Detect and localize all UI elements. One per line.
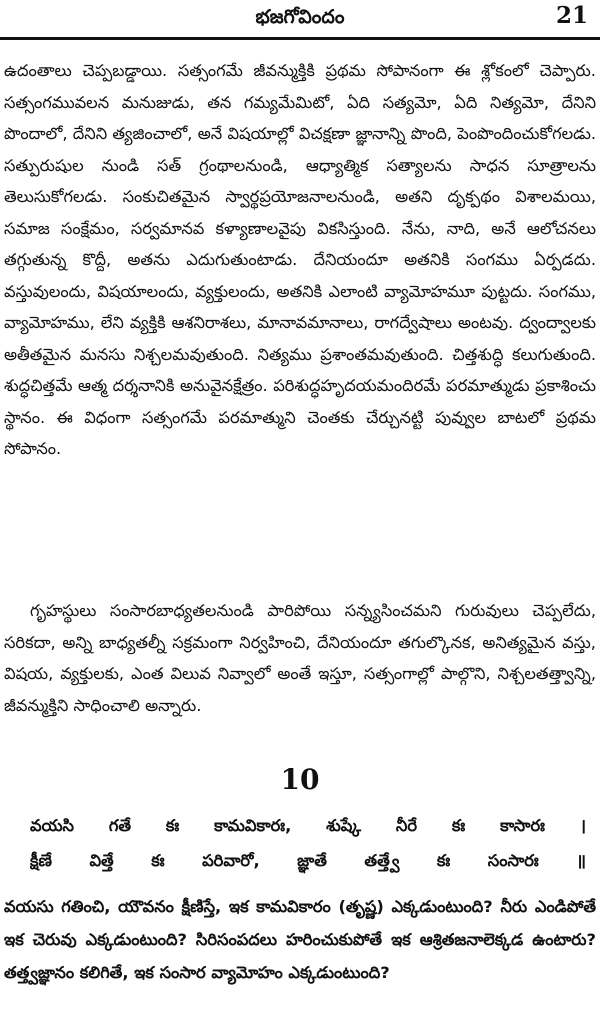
verse-line-2: క్షీణే విత్తే కః పరివారో, జ్ఞాతే తత్త్వే కః సంసారః ॥ (30, 851, 586, 870)
verse-number: 10 (280, 763, 320, 796)
verse-meaning: వయసు గతించి, యౌవనం క్షీణిస్తే, ఇక కామవికారం (తృష్ణ) ఎక్కడుంటుంది? నీరు ఎండిపోతే ఇక చెరువు ఎక్కడుంటుంది? సిరిసంపదలు హరించుకుపోతే ఇక ఆశ్రితజనాలెక్కడ ఉంటారు? తత్త్వజ్ఞానం కలిగితే, ఇక సంసార వ్యామోహం ఎక్కడుంటుంది? (4, 897, 596, 982)
paragraph-householders: గృహస్థులు సంసారబాధ్యతలనుండి పారిపోయి సన్న్యసించమని గురువులు చెప్పలేదు, సరికదా, అన్ని బాధ్యతల్నీ సక్రమంగా నిర్వహించి, దేనియందూ తగుల్కొనక, అనిత్యమైన వస్తు, విషయ, వ్యక్తులకు, ఎంత విలువ నివ్వాలో అంతే ఇస్తూ, సత్సంగాల్లో పాల్గొని, నిశ్చలతత్త్వాన్ని, జీవన్ముక్తిని సాధించాలి అన్నారు. (4, 601, 596, 715)
running-title: భజగోవిందం (255, 6, 345, 28)
page-header (0, 0, 600, 38)
verse-line-1: వయసి గతే కః కామవికారః, శుష్కే నీరే కః కాసారః । (30, 816, 586, 835)
page-number: 21 (555, 2, 588, 29)
header-rule (0, 37, 600, 40)
paragraph-satsanga: ఉదంతాలు చెప్పబడ్డాయి. సత్సంగమే జీవన్ముక్తికి ప్రథమ సోపానంగా ఈ శ్లోకంలో చెప్పారు. సత్సంగమువలన మనుజుడు, తన గమ్యమేమిటో, ఏది సత్యమో, ఏది నిత్యమో, దేనిని పొందాలో, దేనిని త్యజించాలో, అనే విషయాల్లో విచక్షణా జ్ఞానాన్ని పొంది, పెంపొందించుకోగలడు. సత్పురుషుల నుండి సత్ గ్రంథాలనుండి, ఆధ్యాత్మిక సత్యాలను సాధన సూత్రాలను తెలుసుకోగలడు. సంకుచితమైన స్వార్థప్రయోజనాలనుండి, అతని దృక్పథం విశాలమయి, సమాజ సంక్షేమం, సర్వమానవ కళ్యాణాలవైపు వికసిస్తుంది. నేను, నాది, అనే ఆలోచనలు తగ్గుతున్న కొద్దీ, అతను ఎదుగుతుంటాడు. దేనియందూ అతనికి సంగము ఏర్పడదు. వస్తువులందు, విషయాలందు, వ్యక్తులందు, అతనికి ఎలాంటి వ్యామోహమూ పుట్టదు. సంగము, వ్యామోహము, లేని వ్యక్తికి ఆశనిరాశలు, మానావమానాలు, రాగద్వేషాలు అంటవు. ద్వంద్వాలకు అతీతమైన మనసు నిశ్చలమవుతుంది. నిత్యము ప్రశాంతమవుతుంది. చిత్తశుద్ధి కలుగుతుంది. శుద్ధచిత్తమే ఆత్మ దర్శనానికి అనువైనక్షేత్రం. పరిశుద్ధహృదయమందిరమే పరమాత్ముడు ప్రకాశించు స్థానం. ఈ విధంగా సత్సంగమే పరమాత్ముని చెంతకు చేర్చునట్టి పువ్వుల బాటలో ప్రథమ సోపానం. (4, 61, 596, 458)
